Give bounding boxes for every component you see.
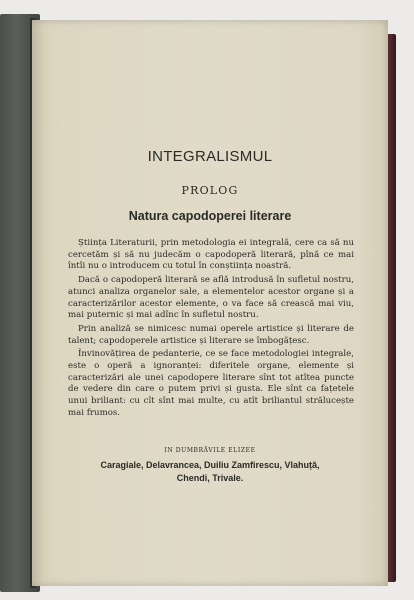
paragraph-1: Știința Literaturii, prin metodologia ei integrală, cere ca să nu cercetăm și să nu judecăm o capodoperă literară, pînă ce mai întîi nu o introducem cu totul în conștiința noastră. xyxy=(68,238,354,272)
page-title: INTEGRALISMUL xyxy=(147,148,273,165)
paragraph-4: Învinovățirea de pedanterie, ce se face metodologiei integrale, este o operă a ignoranței: diferitele organe, elemente și caracterizări ale unei capodopere literare sînt tot atîtea puncte de vedere din care o putem privi și gusta. Ele sînt ca fațetele unui briliant: cu cît sînt mai multe, cu atît briliantul strălucește mai frumos. xyxy=(68,349,354,418)
body-text xyxy=(68,238,354,422)
page-subtitle: PROLOG xyxy=(181,184,239,197)
dedication: IN DUMBRĂVILE ELIZEE xyxy=(164,447,256,454)
authors-line-2: Chendi, Trivale. xyxy=(176,473,244,483)
authors-line-1: Caragiale, Delavrancea, Duiliu Zamfirescu, Vlahuță, xyxy=(100,460,320,470)
paragraph-2: Dacă o capodoperă literară se află introdusă în sufletul nostru, atunci analiza organelor sale, a elementelor acestor organe și a caracterizărilor acestor elemente, o va face să crească mai viu, mai puternic și mai adînc în sufletul nostru. xyxy=(68,275,354,321)
authors xyxy=(62,459,358,485)
book-page xyxy=(32,20,388,586)
section-heading: Natura capodoperei literare xyxy=(128,209,292,223)
paragraph-3: Prin analiză se nimicesc numai operele artistice și literare de talent; capodoperele artistice și literare se îmbogățesc. xyxy=(68,323,354,346)
